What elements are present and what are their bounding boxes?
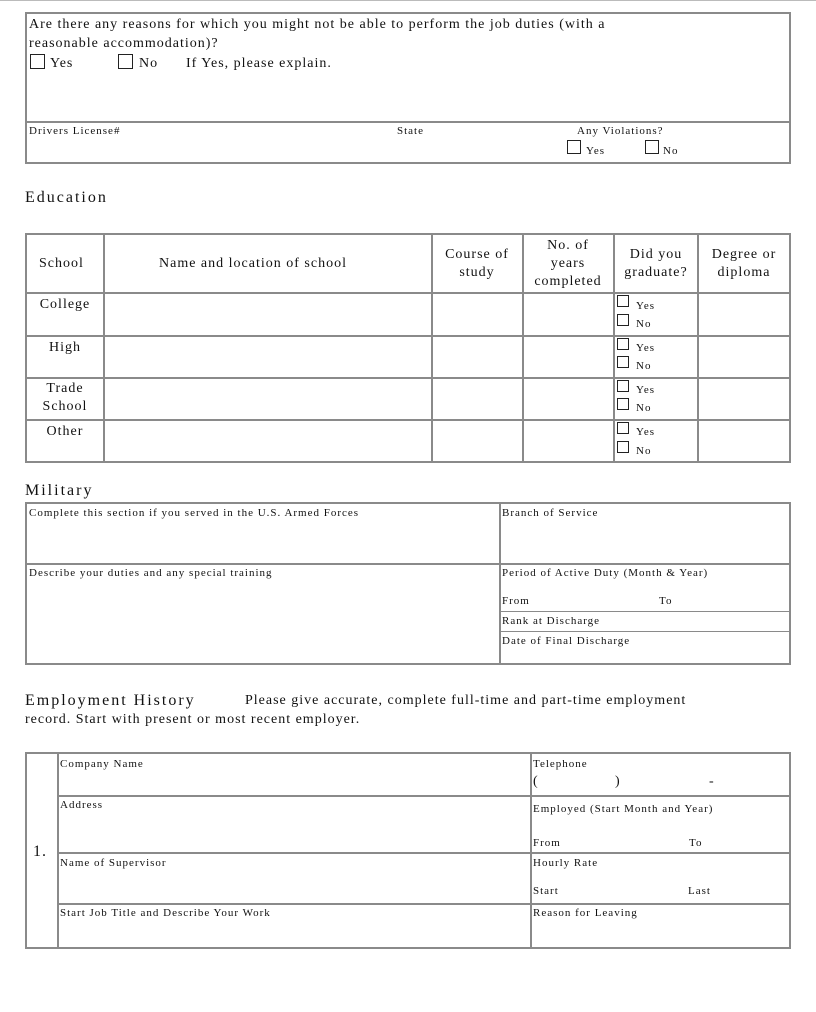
drivers-license-label: Drivers License# — [29, 125, 121, 137]
telephone-label: Telephone — [533, 758, 588, 770]
employed-from-label: From — [533, 837, 561, 849]
period-label: Period of Active Duty (Month & Year) — [502, 567, 709, 579]
employed-to-label: To — [689, 837, 703, 849]
employment-heading: Employment History — [25, 692, 196, 709]
state-label: State — [397, 125, 424, 137]
branch-label: Branch of Service — [502, 507, 599, 519]
other-grad-no-checkbox[interactable] — [617, 441, 629, 453]
employed-label: Employed (Start Month and Year) — [533, 803, 714, 815]
violations-yes-label: Yes — [586, 145, 606, 157]
trade-no-label: No — [636, 402, 652, 414]
row-label-trade-school: Trade School — [42, 381, 88, 414]
college-grad-no-checkbox[interactable] — [617, 314, 629, 326]
employment-table — [25, 752, 791, 949]
military-complete-label: Complete this section if you served in the U.S. Armed Forces — [29, 507, 360, 519]
college-no-label: No — [636, 318, 652, 330]
col-degree: Degree or diploma — [711, 247, 777, 280]
trade-yes-label: Yes — [636, 384, 656, 396]
discharge-date-label: Date of Final Discharge — [502, 635, 631, 647]
explain-label: If Yes, please explain. — [186, 56, 332, 71]
row-label-college: College — [39, 297, 91, 312]
emp-num-col-line — [57, 752, 59, 949]
accommodation-box — [25, 12, 791, 164]
other-grad-yes-checkbox[interactable] — [617, 422, 629, 434]
no-label: No — [139, 56, 159, 71]
violations-no-label: No — [663, 145, 679, 157]
other-no-label: No — [636, 445, 652, 457]
high-grad-yes-checkbox[interactable] — [617, 338, 629, 350]
college-yes-label: Yes — [636, 300, 656, 312]
military-table — [25, 502, 791, 665]
rate-start-label: Start — [533, 885, 559, 897]
edu-col-line-1 — [103, 233, 105, 463]
col-course: Course of study — [445, 247, 509, 280]
rate-last-label: Last — [688, 885, 711, 897]
violations-label: Any Violations? — [577, 125, 664, 137]
period-from-label: From — [502, 595, 530, 607]
question-line-1: Are there any reasons for which you might not be able to perform the job duties (with a — [29, 17, 606, 32]
military-heading: Military — [25, 482, 94, 499]
telephone-dash: - — [709, 774, 715, 789]
employment-intro-1: Please give accurate, complete full-time and part-time employment — [245, 693, 687, 708]
trade-grad-yes-checkbox[interactable] — [617, 380, 629, 392]
period-to-label: To — [659, 595, 673, 607]
telephone-paren-open: ( — [533, 774, 539, 789]
college-grad-yes-checkbox[interactable] — [617, 295, 629, 307]
edu-row-line-3 — [25, 377, 791, 379]
col-name-location: Name and location of school — [159, 256, 347, 271]
trade-grad-no-checkbox[interactable] — [617, 398, 629, 410]
mil-rank-line — [500, 611, 790, 612]
violations-yes-checkbox[interactable] — [567, 140, 581, 154]
hourly-rate-label: Hourly Rate — [533, 857, 599, 869]
top-rule — [0, 0, 816, 1]
col-graduate: Did you graduate? — [624, 247, 688, 280]
row-label-other: Other — [46, 424, 84, 439]
col-years: No. of years completed — [534, 238, 602, 289]
rank-label: Rank at Discharge — [502, 615, 601, 627]
duties-label: Describe your duties and any special training — [29, 567, 273, 579]
mil-col-line — [499, 502, 501, 665]
emp-mid-col-line — [530, 752, 532, 949]
col-school: School — [39, 256, 84, 271]
job-title-label: Start Job Title and Describe Your Work — [60, 907, 271, 919]
telephone-paren-close: ) — [615, 774, 621, 789]
employer-number: 1. — [33, 843, 47, 860]
address-label: Address — [60, 799, 104, 811]
edu-row-line-4 — [25, 419, 791, 421]
education-heading: Education — [25, 189, 108, 206]
high-no-label: No — [636, 360, 652, 372]
edu-row-line-1 — [25, 292, 791, 294]
license-divider — [25, 121, 791, 123]
accommodation-yes-checkbox[interactable] — [30, 54, 45, 69]
reason-leaving-label: Reason for Leaving — [533, 907, 638, 919]
high-grad-no-checkbox[interactable] — [617, 356, 629, 368]
yes-label: Yes — [50, 56, 74, 71]
question-line-2: reasonable accommodation)? — [29, 36, 219, 51]
company-name-label: Company Name — [60, 758, 144, 770]
employment-intro-2: record. Start with present or most recent employer. — [25, 712, 361, 727]
row-label-high: High — [49, 340, 81, 355]
high-yes-label: Yes — [636, 342, 656, 354]
edu-row-line-2 — [25, 335, 791, 337]
mil-date-line — [500, 631, 790, 632]
mil-row-line — [25, 563, 791, 565]
other-yes-label: Yes — [636, 426, 656, 438]
emp-row-line-1 — [57, 795, 791, 797]
supervisor-label: Name of Supervisor — [60, 857, 167, 869]
emp-row-line-2 — [57, 852, 791, 854]
accommodation-no-checkbox[interactable] — [118, 54, 133, 69]
emp-row-line-3 — [57, 903, 791, 905]
violations-no-checkbox[interactable] — [645, 140, 659, 154]
